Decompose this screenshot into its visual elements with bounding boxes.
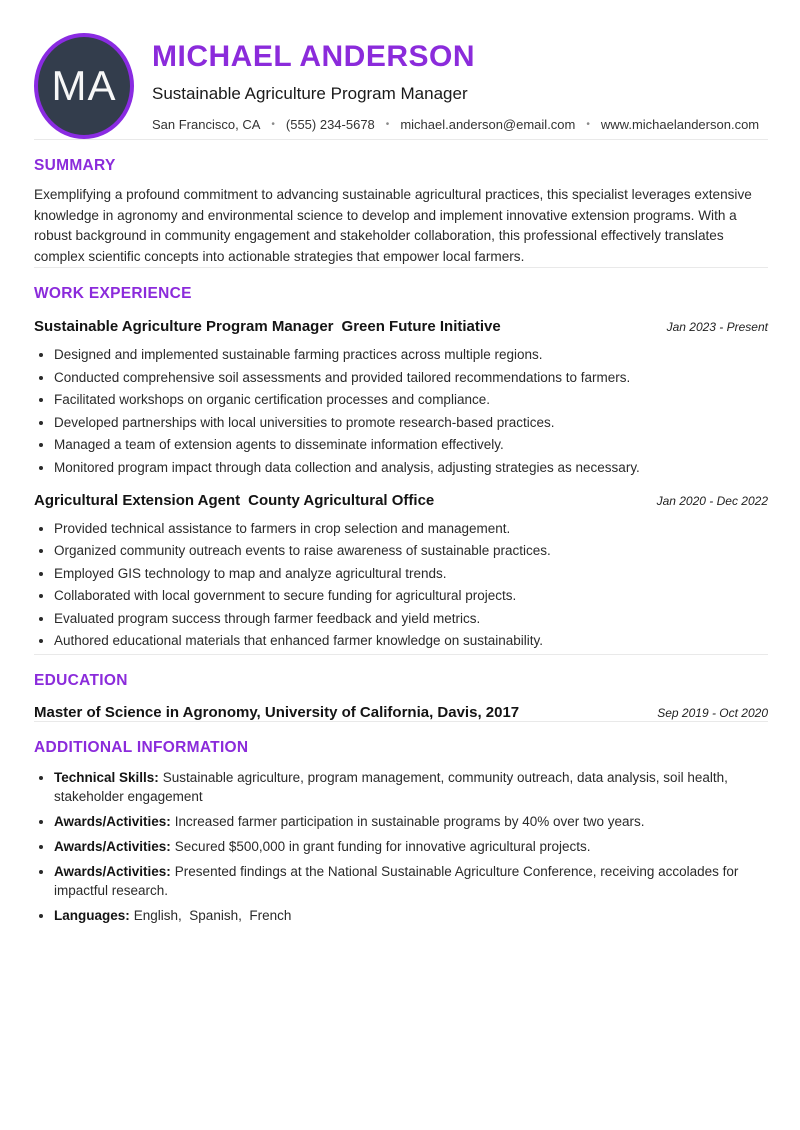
- divider: [34, 654, 768, 655]
- education-heading: EDUCATION: [34, 671, 128, 689]
- job-entry: [34, 492, 768, 651]
- dot-separator-icon: •: [586, 119, 590, 130]
- work-experience-section: [34, 285, 768, 650]
- job-bullet: • Evaluated program success through farmer feedback and yield metrics.: [54, 609, 768, 628]
- additional-info-label: Awards/Activities:: [54, 863, 171, 879]
- job-bullet: • Conducted comprehensive soil assessments and provided tailored recommendations to farmers.: [54, 368, 768, 387]
- additional-info-item: [54, 862, 768, 900]
- work-experience-heading: WORK EXPERIENCE: [34, 285, 192, 302]
- candidate-name: MICHAEL ANDERSON: [152, 40, 476, 73]
- job-bullet: • Organized community outreach events to raise awareness of sustainable practices.: [54, 541, 768, 560]
- job-company: County Agricultural Office: [248, 491, 435, 509]
- contact-email: michael.anderson@email.com: [400, 117, 576, 132]
- additional-info-text: Presented findings at the National Sustainable Agriculture Conference, receiving accolades for impactful research.: [54, 863, 743, 898]
- job-title: Sustainable Agriculture Program Manager: [34, 318, 334, 335]
- additional-info-label: Languages:: [54, 907, 130, 923]
- job-company: Green Future Initiative: [341, 318, 501, 335]
- education-dates: Sep 2019 - Oct 2020: [657, 705, 768, 720]
- job-dates: Jan 2023 - Present: [666, 320, 768, 334]
- additional-info-item: [54, 812, 768, 831]
- education-degree: Master of Science in Agronomy, University of California, Davis, 2017: [34, 703, 520, 721]
- additional-info-text: English, Spanish, French: [133, 907, 292, 923]
- avatar: [34, 33, 134, 139]
- additional-info-label: Technical Skills:: [54, 769, 159, 785]
- additional-info-list: [34, 768, 768, 925]
- additional-info-label: Awards/Activities:: [54, 838, 171, 854]
- job-bullet: • Managed a team of extension agents to disseminate information effectively.: [54, 435, 768, 454]
- job-entry: [34, 318, 768, 477]
- additional-info-item: [54, 837, 768, 856]
- job-title: Agricultural Extension Agent: [34, 491, 241, 509]
- divider: [34, 721, 768, 722]
- job-bullet: • Facilitated workshops on organic certification processes and compliance.: [54, 390, 768, 409]
- candidate-job-title: Sustainable Agriculture Program Manager: [152, 84, 468, 103]
- job-bullet-list: [34, 345, 768, 477]
- job-bullet: • Developed partnerships with local universities to promote research-based practices.: [54, 413, 768, 432]
- avatar-initials: MA: [51, 62, 117, 109]
- job-title-company: [34, 318, 501, 335]
- job-bullet: • Collaborated with local government to secure funding for agricultural projects.: [54, 586, 768, 605]
- contact-location: San Francisco, CA: [152, 117, 261, 132]
- education-section: [34, 672, 768, 721]
- dot-separator-icon: •: [385, 119, 390, 130]
- additional-info-item: [54, 768, 768, 806]
- job-header: [34, 318, 768, 335]
- job-bullet: • Monitored program impact through data collection and analysis, adjusting strategies as necessary.: [54, 458, 768, 477]
- additional-info-text: Sustainable agriculture, program management, community outreach, data analysis, soil health, stakeholder engagement: [54, 769, 732, 804]
- contact-phone: (555) 234-5678: [285, 117, 375, 132]
- dot-separator-icon: •: [271, 119, 275, 130]
- job-title-company: [34, 492, 434, 509]
- job-bullet: • Authored educational materials that enhanced farmer knowledge on sustainability.: [54, 631, 768, 650]
- education-entry: [34, 704, 768, 721]
- job-bullet-list: [34, 519, 768, 651]
- additional-info-label: Awards/Activities:: [54, 813, 171, 829]
- contact-website: www.michaelanderson.com: [600, 117, 760, 132]
- header-text: [152, 40, 759, 132]
- additional-info-item: [54, 906, 768, 925]
- divider: [34, 139, 768, 140]
- additional-information-heading: ADDITIONAL INFORMATION: [34, 738, 249, 756]
- resume-header: [34, 33, 768, 139]
- job-header: [34, 492, 768, 509]
- divider: [34, 267, 768, 268]
- job-bullet: • Employed GIS technology to map and analyze agricultural trends.: [54, 564, 768, 583]
- job-bullet: • Designed and implemented sustainable farming practices across multiple regions.: [54, 345, 768, 364]
- job-bullet: • Provided technical assistance to farmers in crop selection and management.: [54, 519, 768, 538]
- contact-row: [152, 117, 759, 132]
- job-dates: Jan 2020 - Dec 2022: [656, 493, 768, 508]
- additional-info-text: Increased farmer participation in sustainable programs by 40% over two years.: [174, 813, 645, 829]
- additional-information-section: [34, 739, 768, 925]
- additional-info-text: Secured $500,000 in grant funding for innovative agricultural projects.: [174, 838, 591, 854]
- summary-heading: SUMMARY: [34, 157, 116, 174]
- summary-text: Exemplifying a profound commitment to advancing sustainable agricultural practices, this specialist leverages extensive knowledge in agronomy and environmental science to develop and implement innovative extension programs. With a robust background in community engagement and stakeholder collaboration, this professional effectively translates complex scientific concepts into actionable strategies that empower local farmers.: [34, 187, 752, 264]
- summary-section: [34, 157, 768, 267]
